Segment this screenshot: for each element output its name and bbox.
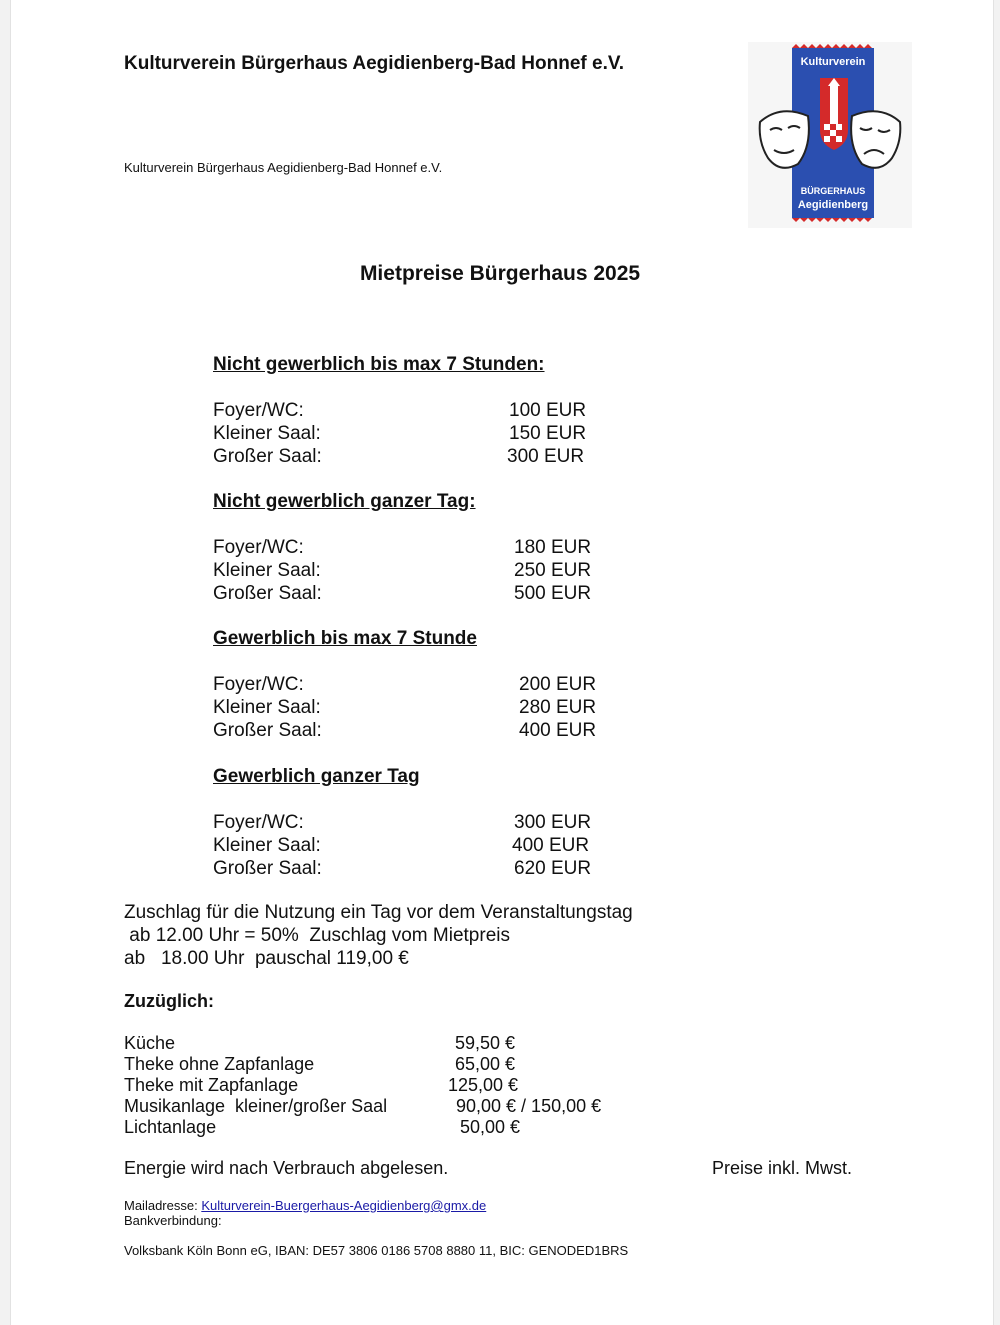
org-subtitle: Kulturverein Bürgerhaus Aegidienberg-Bad Honnef e.V.: [124, 160, 443, 175]
extra-value: 59,50 €: [455, 1033, 516, 1053]
price-row: [213, 720, 613, 743]
price-row: [213, 674, 613, 697]
price-label: Foyer/WC:: [213, 812, 304, 833]
extra-row: [124, 1033, 644, 1054]
logo-bottom-text-2: Aegidienberg: [797, 199, 869, 211]
price-label: Kleiner Saal:: [213, 835, 321, 856]
mail-link[interactable]: Kulturverein-Buergerhaus-Aegidienberg@gmx.de: [201, 1198, 487, 1213]
extra-label: Theke mit Zapfanlage: [124, 1075, 299, 1095]
energy-note: Energie wird nach Verbrauch abgelesen.: [124, 1158, 449, 1178]
price-row: [213, 560, 613, 583]
price-label: Foyer/WC:: [213, 674, 304, 695]
extra-row: [124, 1054, 644, 1075]
vat-note: Preise inkl. Mwst.: [712, 1158, 853, 1178]
extra-label: Küche: [124, 1033, 176, 1053]
price-row: [213, 835, 613, 858]
price-label: Kleiner Saal:: [213, 697, 321, 718]
price-value: 400 EUR: [519, 720, 597, 741]
price-label: Foyer/WC:: [213, 537, 304, 558]
bank-label: Bankverbindung:: [124, 1213, 222, 1228]
price-row: [213, 400, 613, 423]
page-frame-left: [0, 0, 11, 1325]
mail-label: Mailadresse:: [124, 1198, 202, 1213]
extra-label: Lichtanlage: [124, 1117, 217, 1137]
extra-value: 125,00 €: [448, 1075, 519, 1095]
price-row: [213, 446, 613, 469]
price-label: Großer Saal:: [213, 720, 322, 741]
mail-line: [124, 1198, 486, 1213]
section-heading: Gewerblich bis max 7 Stunde: [213, 628, 477, 649]
price-label: Kleiner Saal:: [213, 423, 321, 444]
price-value: 400 EUR: [512, 835, 590, 856]
section-heading: Gewerblich ganzer Tag: [213, 766, 420, 787]
price-value: 100 EUR: [509, 400, 587, 421]
price-row: [213, 697, 613, 720]
price-value: 300 EUR: [514, 812, 592, 833]
surcharge-line-1: Zuschlag für die Nutzung ein Tag vor dem Veranstaltungstag: [124, 902, 633, 923]
section-heading: Nicht gewerblich bis max 7 Stunden:: [213, 354, 545, 375]
price-value: 200 EUR: [519, 674, 597, 695]
price-value: 280 EUR: [519, 697, 597, 718]
price-row: [213, 858, 613, 881]
extra-value: 50,00 €: [460, 1117, 521, 1137]
price-label: Großer Saal:: [213, 446, 322, 467]
surcharge-line-2: ab 12.00 Uhr = 50% Zuschlag vom Mietpreis: [124, 925, 510, 946]
price-row: [213, 583, 613, 606]
price-value: 300 EUR: [507, 446, 585, 467]
price-row: [213, 812, 613, 835]
price-label: Kleiner Saal:: [213, 560, 321, 581]
bank-details: Volksbank Köln Bonn eG, IBAN: DE57 3806 0186 5708 8880 11, BIC: GENODED1BRS: [124, 1243, 629, 1258]
price-value: 620 EUR: [514, 858, 592, 879]
section-heading: Nicht gewerblich ganzer Tag:: [213, 491, 476, 512]
extra-value: 90,00 € / 150,00 €: [456, 1096, 602, 1116]
page-frame-right: [993, 0, 1000, 1325]
kulturverein-logo: [748, 42, 912, 228]
extra-value: 65,00 €: [455, 1054, 516, 1074]
price-row: [213, 537, 613, 560]
price-value: 500 EUR: [514, 583, 592, 604]
document-title: Mietpreise Bürgerhaus 2025: [359, 262, 641, 285]
price-value: 250 EUR: [514, 560, 592, 581]
extra-row: [124, 1096, 644, 1117]
surcharge-line-3: ab 18.00 Uhr pauschal 119,00 €: [124, 948, 409, 969]
price-label: Großer Saal:: [213, 858, 322, 879]
extra-label: Musikanlage kleiner/großer Saal: [124, 1096, 388, 1116]
extras-heading: Zuzüglich:: [124, 991, 214, 1011]
price-label: Foyer/WC:: [213, 400, 304, 421]
price-value: 150 EUR: [509, 423, 587, 444]
price-row: [213, 423, 613, 446]
logo-bottom-text-1: BÜRGERHAUS: [800, 186, 866, 196]
extra-row: [124, 1075, 644, 1096]
extra-row: [124, 1117, 644, 1138]
price-label: Großer Saal:: [213, 583, 322, 604]
extra-label: Theke ohne Zapfanlage: [124, 1054, 315, 1074]
logo-top-text: Kulturverein: [800, 56, 866, 68]
org-title: Kulturverein Bürgerhaus Aegidienberg-Bad Honnef e.V.: [124, 53, 625, 74]
price-value: 180 EUR: [514, 537, 592, 558]
